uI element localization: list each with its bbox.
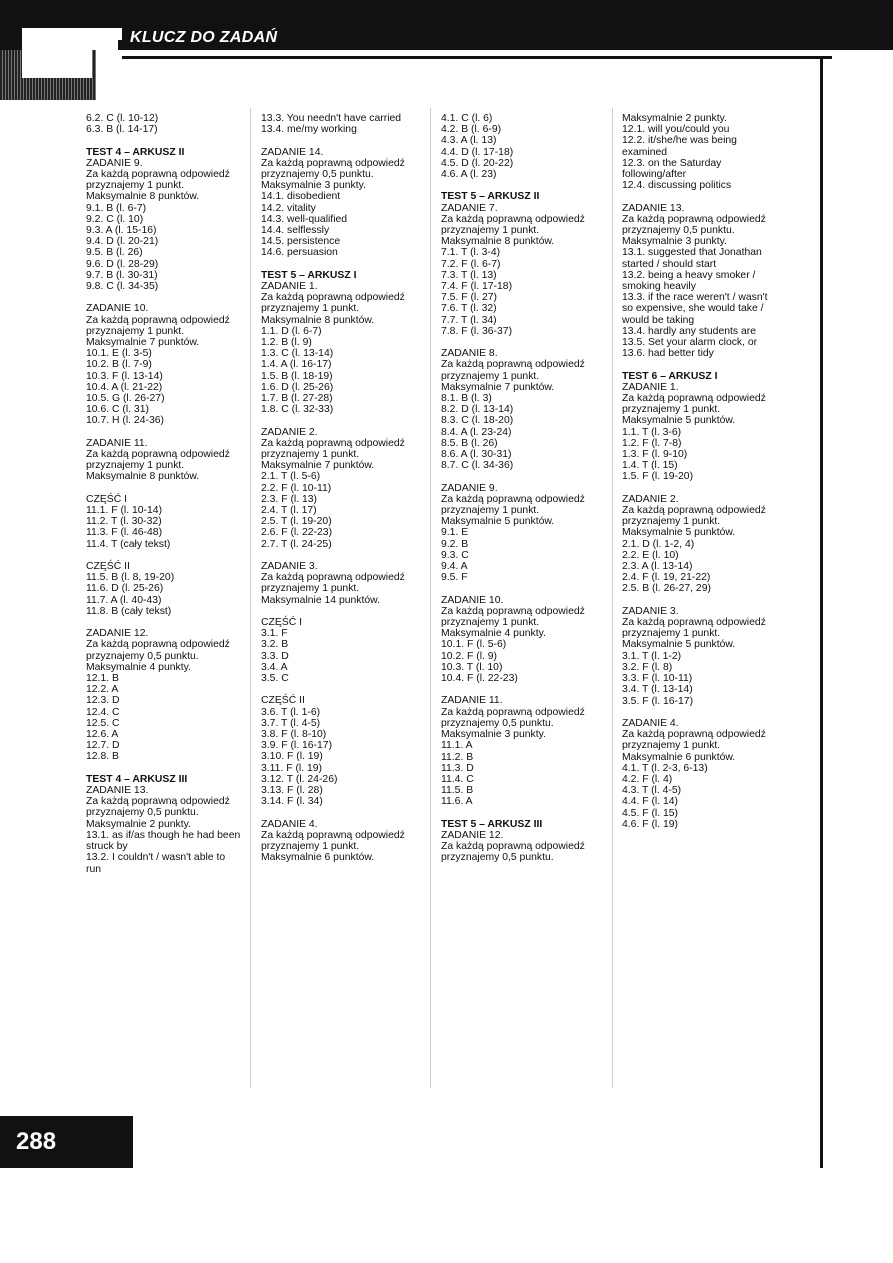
answer-line: 3.3. F (l. 10-11) (622, 673, 693, 685)
answer-line: 10.3. F (l. 13-14) (86, 370, 163, 382)
answer-line: ZADANIE 3. (622, 605, 679, 617)
answer-line: ZADANIE 10. (86, 303, 149, 315)
answer-line: Za każdą poprawną odpowiedź (441, 359, 585, 371)
answer-line: 3.5. C (261, 673, 289, 685)
answer-line: smoking heavily (622, 281, 696, 293)
blank-line (261, 808, 413, 819)
answer-line: Maksymalnie 8 punktów. (86, 471, 200, 483)
answer-line: Za każdą poprawną odpowiedź (86, 314, 230, 326)
answer-line: 10.2. F (l. 9) (441, 650, 498, 662)
answer-line: 4.3. A (l. 13) (441, 135, 497, 147)
answer-column-1 (86, 113, 241, 875)
section-heading: TEST 5 – ARKUSZ I (261, 269, 357, 281)
answer-line: Maksymalnie 7 punktów. (441, 381, 555, 393)
blank-line (86, 550, 238, 561)
blank-line (261, 684, 413, 695)
answer-line: 12.6. A (86, 729, 119, 741)
answer-line: Maksymalnie 2 punkty. (622, 113, 727, 124)
answer-line: 13.5. Set your alarm clock, or (622, 337, 758, 349)
answer-line: 7.5. F (l. 27) (441, 292, 498, 304)
answer-line: przyznajemy 0,5 punktu. (86, 650, 199, 662)
answer-line: Za każdą poprawną odpowiedź (441, 605, 585, 617)
answer-line: 10.1. E (l. 3-5) (86, 348, 152, 360)
blank-line (261, 135, 413, 146)
answer-line: 13.3. if the race weren't / wasn't (622, 292, 768, 304)
answer-line: Maksymalnie 3 punkty. (622, 236, 727, 248)
section-heading: TEST 5 – ARKUSZ II (441, 191, 540, 203)
answer-line: Maksymalnie 8 punktów. (86, 191, 200, 203)
answer-line: 9.5. F (441, 572, 468, 584)
answer-line: 1.5. F (l. 19-20) (622, 471, 694, 483)
answer-line: ZADANIE 9. (441, 482, 498, 494)
answer-line: run (86, 863, 102, 875)
answer-line: Za każdą poprawną odpowiedź (261, 572, 405, 584)
answer-line: ZADANIE 13. (86, 785, 149, 797)
page-number: 288 (16, 1128, 57, 1155)
blank-line (622, 359, 774, 370)
answer-line: Za każdą poprawną odpowiedź (86, 796, 230, 808)
answer-line: 2.5. T (l. 19-20) (261, 516, 332, 528)
answer-line: przyznajemy 1 punkt. (441, 617, 540, 629)
answer-line: ZADANIE 11. (441, 695, 503, 707)
answer-line: Za każdą poprawną odpowiedź (261, 292, 405, 304)
blank-line (441, 583, 593, 594)
answer-line: 11.1. A (441, 740, 473, 752)
blank-line (86, 483, 238, 494)
answer-line: przyznajemy 0,5 punktu. (441, 852, 554, 864)
answer-line: ZADANIE 3. (261, 561, 318, 573)
answer-line: 4.5. D (l. 20-22) (441, 157, 514, 169)
answer-line: Za każdą poprawną odpowiedź (261, 437, 405, 449)
answer-line: 2.2. F (l. 10-11) (261, 482, 332, 494)
answer-line: 10.4. A (l. 21-22) (86, 381, 163, 393)
answer-line: 7.8. F (l. 36-37) (441, 325, 513, 337)
answer-line: Maksymalnie 5 punktów. (622, 415, 736, 427)
answer-line: Maksymalnie 5 punktów. (441, 516, 555, 528)
answer-line: 4.6. F (l. 19) (622, 818, 679, 830)
answer-line: 11.5. B (441, 785, 474, 797)
answer-line: examined (622, 146, 668, 158)
answer-line: przyznajemy 1 punkt. (441, 225, 540, 237)
answer-line: Za każdą poprawną odpowiedź (622, 393, 766, 405)
answer-line: following/after (622, 169, 687, 181)
answer-line: 1.7. B (l. 27-28) (261, 393, 333, 405)
answer-line: 7.7. T (l. 34) (441, 314, 497, 326)
answer-line: struck by (86, 841, 128, 853)
answer-line: 1.4. A (l. 16-17) (261, 359, 332, 371)
answer-line: 14.1. disobedient (261, 191, 341, 203)
blank-line (86, 763, 238, 774)
answer-line: 3.9. F (l. 16-17) (261, 740, 333, 752)
answer-line: 4.4. D (l. 17-18) (441, 146, 514, 158)
answer-line: 1.8. C (l. 32-33) (261, 404, 334, 416)
answer-line: 2.1. T (l. 5-6) (261, 471, 321, 483)
answer-line: 4.1. T (l. 2-3, 6-13) (622, 762, 708, 774)
answer-line: Za każdą poprawną odpowiedź (261, 829, 405, 841)
blank-line (441, 337, 593, 348)
answer-line: 3.12. T (l. 24-26) (261, 773, 338, 785)
answer-line: ZADANIE 12. (86, 628, 149, 640)
answer-line: 2.4. F (l. 19, 21-22) (622, 572, 711, 584)
answer-line: Za każdą poprawną odpowiedź (86, 639, 230, 651)
answer-line: 12.4. C (86, 706, 120, 718)
answer-line: przyznajemy 1 punkt. (622, 516, 721, 528)
answer-line: 11.5. B (l. 8, 19-20) (86, 572, 175, 584)
answer-line: 7.4. F (l. 17-18) (441, 281, 513, 293)
answer-line: 3.6. T (l. 1-6) (261, 706, 321, 718)
answer-line: 2.1. D (l. 1-2, 4) (622, 538, 695, 550)
blank-line (622, 707, 774, 718)
answer-line: przyznajemy 0,5 punktu. (86, 807, 199, 819)
page-title: KLUCZ DO ZADAŃ (130, 29, 278, 46)
blank-line (86, 292, 238, 303)
answer-line: 13.3. You needn't have carried (261, 113, 402, 124)
blank-line (441, 471, 593, 482)
column-divider (250, 108, 251, 1088)
answer-line: Maksymalnie 8 punktów. (441, 236, 555, 248)
answer-line: 9.7. B (l. 30-31) (86, 269, 158, 281)
answer-line: 11.3. D (441, 762, 474, 774)
answer-line: 8.3. C (l. 18-20) (441, 415, 514, 427)
blank-line (441, 180, 593, 191)
blank-line (261, 415, 413, 426)
header-notch (22, 28, 122, 50)
answer-line: 1.1. D (l. 6-7) (261, 325, 322, 337)
answer-line: ZADANIE 2. (261, 426, 318, 438)
answer-line: 1.6. D (l. 25-26) (261, 381, 334, 393)
answer-line: 2.5. B (l. 26-27, 29) (622, 583, 711, 595)
answer-line: 1.4. T (l. 15) (622, 460, 678, 472)
answer-line: 11.4. C (441, 773, 474, 785)
answer-line: 11.2. T (l. 30-32) (86, 516, 162, 528)
answer-column-4 (622, 113, 774, 830)
answer-line: Za każdą poprawną odpowiedź (622, 213, 766, 225)
answer-line: started / should start (622, 258, 717, 270)
answer-line: 9.4. A (441, 561, 468, 573)
answer-line: 13.4. me/my working (261, 124, 357, 136)
answer-line: Maksymalnie 6 punktów. (622, 751, 736, 763)
answer-line: CZĘŚĆ I (261, 617, 302, 629)
answer-line: 8.1. B (l. 3) (441, 393, 492, 405)
answer-line: Za każdą poprawną odpowiedź (441, 493, 585, 505)
blank-line (261, 550, 413, 561)
answer-line: Maksymalnie 2 punkty. (86, 818, 191, 830)
answer-line: 4.5. F (l. 15) (622, 807, 679, 819)
answer-line: 13.6. had better tidy (622, 348, 714, 360)
answer-line: ZADANIE 12. (441, 829, 504, 841)
blank-line (261, 606, 413, 617)
answer-line: 4.4. F (l. 14) (622, 796, 679, 808)
answer-line: ZADANIE 4. (261, 818, 318, 830)
answer-line: 3.10. F (l. 19) (261, 751, 323, 763)
answer-line: Za każdą poprawną odpowiedź (261, 157, 405, 169)
answer-line: Za każdą poprawną odpowiedź (86, 449, 230, 461)
answer-line: przyznajemy 1 punkt. (261, 583, 360, 595)
answer-line: 2.4. T (l. 17) (261, 505, 317, 517)
answer-line: 11.2. B (441, 751, 474, 763)
answer-line: Maksymalnie 3 punkty. (441, 729, 546, 741)
answer-line: przyznajemy 1 punkt. (261, 449, 360, 461)
answer-line: 8.2. D (l. 13-14) (441, 404, 514, 416)
section-heading: TEST 5 – ARKUSZ III (441, 818, 543, 830)
answer-line: Maksymalnie 7 punktów. (261, 460, 375, 472)
answer-line: przyznajemy 1 punkt. (261, 841, 360, 853)
column-divider (430, 108, 431, 1088)
answer-line: przyznajemy 0,5 punktu. (441, 717, 554, 729)
answer-line: Maksymalnie 5 punktów. (622, 639, 736, 651)
answer-line: would be taking (622, 314, 695, 326)
answer-line: 2.6. F (l. 22-23) (261, 527, 333, 539)
answer-line: 9.2. B (441, 538, 469, 550)
answer-line: 9.8. C (l. 34-35) (86, 281, 159, 293)
answer-line: 3.11. F (l. 19) (261, 762, 323, 774)
answer-line: 13.1. as if/as though he had been (86, 829, 241, 841)
corner-decoration-cutout (22, 50, 92, 78)
answer-line: przyznajemy 1 punkt. (86, 180, 185, 192)
answer-line: 3.4. T (l. 13-14) (622, 684, 693, 696)
answer-line: 9.6. D (l. 28-29) (86, 258, 159, 270)
answer-line: 11.3. F (l. 46-48) (86, 527, 163, 539)
answer-line: 13.2. being a heavy smoker / (622, 269, 756, 281)
blank-line (622, 191, 774, 202)
answer-line: Za każdą poprawną odpowiedź (622, 729, 766, 741)
answer-line: 14.5. persistence (261, 236, 341, 248)
answer-line: 10.3. T (l. 10) (441, 661, 503, 673)
answer-line: CZĘŚĆ I (86, 493, 127, 505)
answer-line: 2.7. T (l. 24-25) (261, 538, 332, 550)
answer-line: przyznajemy 1 punkt. (441, 505, 540, 517)
answer-line: Maksymalnie 14 punktów. (261, 594, 380, 606)
answer-line: 12.1. B (86, 673, 119, 685)
answer-line: 11.1. F (l. 10-14) (86, 505, 163, 517)
header-ticker-mark (118, 40, 125, 50)
answer-line: 3.1. F (261, 628, 288, 640)
answer-line: 12.2. it/she/he was being (622, 135, 737, 147)
answer-line: 3.2. B (261, 639, 289, 651)
answer-line: ZADANIE 13. (622, 202, 685, 214)
answer-line: 11.8. B (cały tekst) (86, 605, 172, 617)
answer-line: 13.1. suggested that Jonathan (622, 247, 762, 259)
answer-line: przyznajemy 0,5 punktu. (622, 225, 735, 237)
answer-line: ZADANIE 2. (622, 493, 679, 505)
answer-line: 3.4. A (261, 661, 288, 673)
answer-line: 1.3. F (l. 9-10) (622, 449, 688, 461)
answer-line: 8.6. A (l. 30-31) (441, 449, 512, 461)
answer-line: Maksymalnie 4 punkty. (86, 661, 191, 673)
answer-line: 11.4. T (cały tekst) (86, 538, 171, 550)
answer-line: 4.1. C (l. 6) (441, 113, 493, 124)
answer-line: Za każdą poprawną odpowiedź (86, 169, 230, 180)
answer-line: 3.13. F (l. 28) (261, 785, 323, 797)
answer-line: przyznajemy 1 punkt. (86, 325, 185, 337)
answer-line: 14.6. persuasion (261, 247, 338, 259)
column-divider (612, 108, 613, 1088)
answer-line: 3.7. T (l. 4-5) (261, 717, 321, 729)
answer-line: 10.1. F (l. 5-6) (441, 639, 507, 651)
answer-column-3 (441, 113, 593, 864)
answer-line: 3.8. F (l. 8-10) (261, 729, 327, 741)
answer-line: 1.5. B (l. 18-19) (261, 370, 333, 382)
answer-line: 3.5. F (l. 16-17) (622, 695, 694, 707)
answer-line: 8.5. B (l. 26) (441, 437, 498, 449)
answer-line: 11.6. A (441, 796, 473, 808)
answer-line: 10.2. B (l. 7-9) (86, 359, 152, 371)
answer-line: 9.1. B (l. 6-7) (86, 202, 147, 214)
answer-line: 12.5. C (86, 717, 120, 729)
answer-line: ZADANIE 8. (441, 348, 498, 360)
answer-line: ZADANIE 1. (622, 381, 679, 393)
answer-line: 12.1. will you/could you (622, 124, 730, 136)
blank-line (86, 427, 238, 438)
answer-line: przyznajemy 1 punkt. (622, 740, 721, 752)
answer-line: 4.3. T (l. 4-5) (622, 785, 682, 797)
answer-line: 13.2. I couldn't / wasn't able to (86, 852, 226, 864)
answer-line: CZĘŚĆ II (261, 695, 305, 707)
answer-line: 9.1. E (441, 527, 469, 539)
answer-line: przyznajemy 1 punkt. (622, 404, 721, 416)
answer-line: 7.1. T (l. 3-4) (441, 247, 501, 259)
answer-line: 1.3. C (l. 13-14) (261, 348, 334, 360)
answer-line: Maksymalnie 7 punktów. (86, 337, 200, 349)
blank-line (86, 135, 238, 146)
answer-line: 12.8. B (86, 751, 119, 763)
answer-line: 9.3. A (l. 15-16) (86, 225, 157, 237)
answer-line: 12.2. A (86, 684, 119, 696)
answer-line: 1.1. T (l. 3-6) (622, 426, 682, 438)
answer-line: 2.3. A (l. 13-14) (622, 561, 693, 573)
answer-line: 10.5. G (l. 26-27) (86, 393, 165, 405)
answer-column-2 (261, 113, 413, 864)
answer-line: przyznajemy 1 punkt. (441, 370, 540, 382)
blank-line (622, 595, 774, 606)
answer-line: ZADANIE 10. (441, 594, 504, 606)
answer-line: 14.4. selflessly (261, 225, 330, 237)
right-margin-rule (820, 56, 823, 1168)
answer-line: 1.2. B (l. 9) (261, 337, 312, 349)
section-heading: TEST 4 – ARKUSZ III (86, 773, 188, 785)
blank-line (441, 808, 593, 819)
answer-line: ZADANIE 7. (441, 202, 498, 214)
answer-line: 8.7. C (l. 34-36) (441, 460, 514, 472)
answer-line: 12.3. on the Saturday (622, 157, 722, 169)
answer-line: 14.3. well-qualified (261, 213, 348, 225)
answer-line: 1.2. F (l. 7-8) (622, 437, 682, 449)
answer-line: ZADANIE 1. (261, 281, 318, 293)
answer-line: przyznajemy 1 punkt. (86, 460, 185, 472)
answer-line: 4.6. A (l. 23) (441, 169, 497, 181)
answer-line: 9.2. C (l. 10) (86, 213, 144, 225)
answer-line: Maksymalnie 6 punktów. (261, 852, 375, 864)
answer-line: Za każdą poprawną odpowiedź (622, 617, 766, 629)
answer-line: 12.4. discussing politics (622, 180, 732, 192)
blank-line (86, 617, 238, 628)
answer-line: 9.5. B (l. 26) (86, 247, 143, 259)
answer-line: 7.2. F (l. 6-7) (441, 258, 501, 270)
answer-line: 14.2. vitality (261, 202, 316, 214)
answer-line: 13.4. hardly any students are (622, 325, 757, 337)
answer-line: CZĘŚĆ II (86, 561, 130, 573)
answer-line: przyznajemy 1 punkt. (261, 303, 360, 315)
answer-line: 11.7. A (l. 40-43) (86, 594, 162, 606)
blank-line (622, 483, 774, 494)
answer-line: 6.3. B (l. 14-17) (86, 124, 158, 136)
answer-line: 10.6. C (l. 31) (86, 404, 149, 416)
answer-line: 3.3. D (261, 650, 289, 662)
answer-line: Za każdą poprawną odpowiedź (622, 505, 766, 517)
answer-line: so expensive, she would take / (622, 303, 764, 315)
answer-line: 12.3. D (86, 695, 120, 707)
blank-line (261, 259, 413, 270)
answer-line: 3.14. F (l. 34) (261, 796, 323, 808)
answer-line: 12.7. D (86, 740, 120, 752)
answer-line: przyznajemy 1 punkt. (622, 628, 721, 640)
answer-line: przyznajemy 0,5 punktu. (261, 169, 374, 180)
answer-line: Za każdą poprawną odpowiedź (441, 841, 585, 853)
answer-line: 7.6. T (l. 32) (441, 303, 497, 315)
answer-line: 6.2. C (l. 10-12) (86, 113, 159, 124)
answer-line: Maksymalnie 3 punkty. (261, 180, 366, 192)
answer-line: 10.7. H (l. 24-36) (86, 415, 164, 427)
answer-line: 2.2. E (l. 10) (622, 549, 679, 561)
answer-line: 3.1. T (l. 1-2) (622, 650, 682, 662)
answer-line: 3.2. F (l. 8) (622, 661, 673, 673)
answer-line: 4.2. F (l. 4) (622, 773, 673, 785)
answer-line: 10.4. F (l. 22-23) (441, 673, 518, 685)
header-rule (122, 56, 832, 59)
answer-line: Maksymalnie 8 punktów. (261, 314, 375, 326)
answer-line: 9.3. C (441, 549, 469, 561)
answer-line: ZADANIE 9. (86, 157, 143, 169)
answer-line: 11.6. D (l. 25-26) (86, 583, 164, 595)
answer-line: ZADANIE 4. (622, 717, 679, 729)
answer-line: 7.3. T (l. 13) (441, 269, 497, 281)
section-heading: TEST 4 – ARKUSZ II (86, 146, 185, 158)
answer-line: Maksymalnie 5 punktów. (622, 527, 736, 539)
answer-line: Za każdą poprawną odpowiedź (441, 213, 585, 225)
answer-line: 8.4. A (l. 23-24) (441, 426, 512, 438)
answer-line: Maksymalnie 4 punkty. (441, 628, 546, 640)
blank-line (441, 684, 593, 695)
section-heading: TEST 6 – ARKUSZ I (622, 370, 718, 382)
answer-line: ZADANIE 11. (86, 437, 148, 449)
answer-line: Za każdą poprawną odpowiedź (441, 706, 585, 718)
answer-line: ZADANIE 14. (261, 146, 324, 158)
page-number-box (0, 1116, 133, 1168)
answer-line: 4.2. B (l. 6-9) (441, 124, 502, 136)
answer-line: 2.3. F (l. 13) (261, 493, 318, 505)
answer-line: 9.4. D (l. 20-21) (86, 236, 159, 248)
